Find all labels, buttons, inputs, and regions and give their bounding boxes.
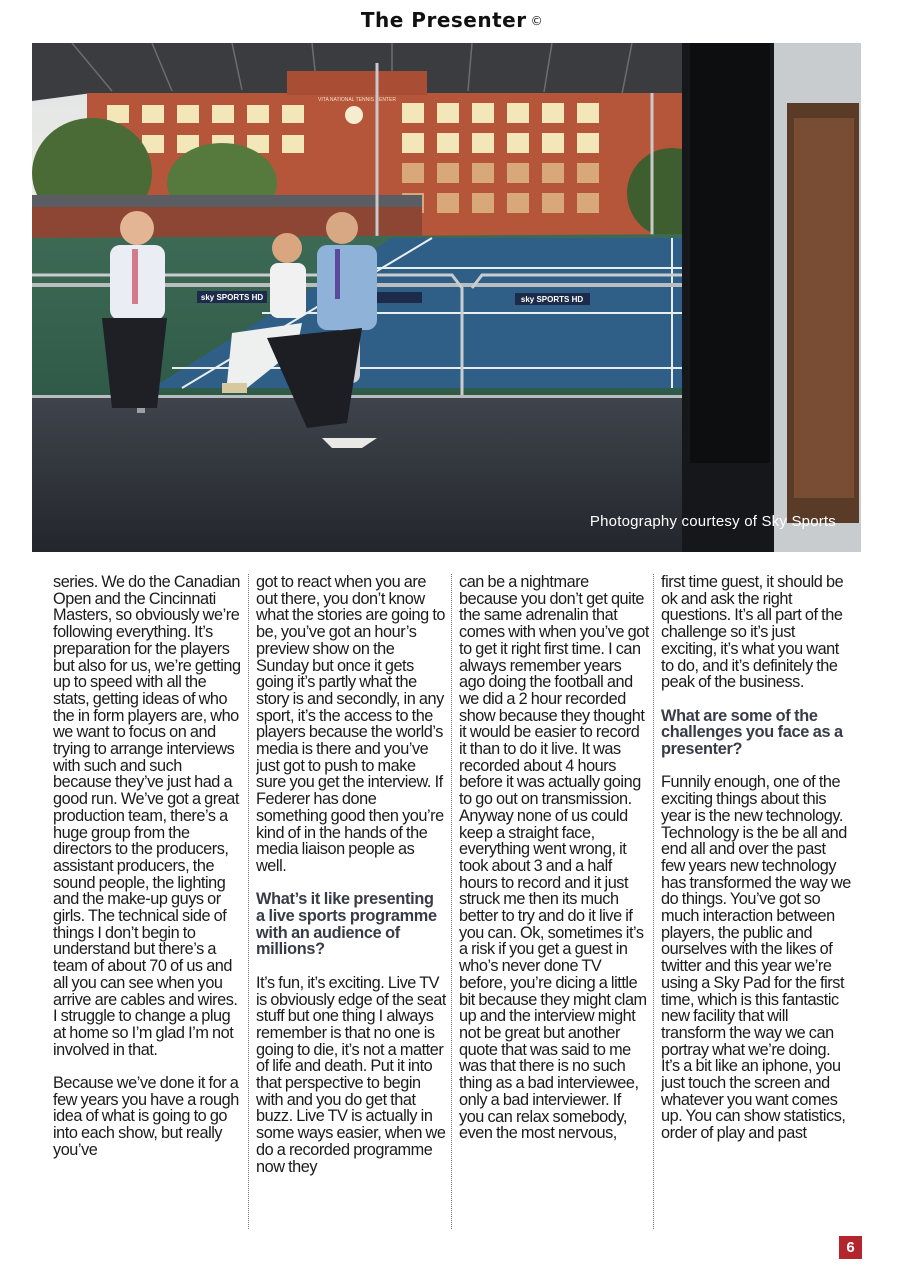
masthead-title: The Presenter	[360, 8, 527, 32]
hero-photo	[32, 43, 861, 552]
paragraph: Funnily enough, one of the exciting things about this year is the new technology. Technology is the be all and end all and over the past few years new technology has transformed the way we do things. You’ve got so much interaction between players, the public and ourselves with the likes of twitter and this year we’re using a Sky Pad for the first time, which is this fantastic new facility that will transform the way we can portray what we’re doing. It’s a bit like an iphone, you just touch the screen and whatever you want comes up. You can show statistics, order of play and past	[661, 773, 851, 1143]
column-divider	[653, 574, 654, 1229]
column-divider	[248, 574, 249, 1229]
photo-caption: Photography courtesy of Sky Sports	[589, 513, 836, 530]
text-column-3	[459, 574, 649, 1229]
masthead	[0, 8, 904, 32]
text-column-4	[661, 574, 851, 1229]
copyright-mark: ©	[530, 14, 544, 28]
paragraph: Because we’ve done it for a few years you have a rough idea of what is going to go into each show, but really you’ve	[53, 1074, 239, 1159]
question-heading: What’s it like presenting a live sports programme with an audience of millions?	[256, 890, 437, 959]
paragraph: series. We do the Canadian Open and the Cincinnati Masters, so obviously we’re following everything. It’s preparation for the players but also for us, we’re getting up to speed with all the stats, getting ideas of who the in form players are, who we want to focus on and trying to arrange interviews with such and such because they’ve just had a good run. We’ve got a great production team, there’s a huge group from the directors to the producers, assistant producers, the sound people, the lighting and the make-up guys or girls. The technical side of things I don’t begin to understand but there’s a team of about 70 of us and all you can see when you arrive are cables and wires. I struggle to change a plug at home so I’m glad I’m not involved in that.	[53, 574, 241, 1059]
question-heading: What are some of the challenges you face as a presenter?	[661, 706, 843, 759]
text-column-2	[256, 574, 446, 1229]
studio-scene-illustration	[32, 43, 861, 552]
paragraph: first time guest, it should be ok and ask the right questions. It’s all part of the challenge so it’s just exciting, it’s what you want to do, and it’s definitely the peak of the business.	[661, 574, 844, 692]
text-column-1	[53, 574, 243, 1229]
banner-left: sky SPORTS HD	[200, 293, 264, 302]
banner-right: sky SPORTS HD	[520, 295, 584, 304]
building-sign: VITA NATIONAL TENNIS CENTER	[318, 97, 396, 103]
column-divider	[451, 574, 452, 1229]
paragraph: got to react when you are out there, you don’t know what the stories are going to be, you’ve got an hour’s preview show on the Sunday but once it gets going it’s partly what the story is and secondly, in any sport, it’s the access to the players because the world’s media is there and you’ve just got to push to make sure you get the interview. If Federer has done something good then you’re kind of in the hands of the media liaison people as well.	[256, 574, 445, 875]
article-body	[53, 574, 853, 1229]
paragraph: can be a nightmare because you don’t get quite the same adrenalin that comes with when you’ve got to get it right first time. I can always remember years ago doing the football and we did a 2 hour recorded show because they thought it would be easier to record it than to do it live. It was recorded about 4 hours before it was actually going to go out on transmission. Anyway none of us could keep a straight face, everything went wrong, it took about 3 and a half hours to record and it just struck me then its much better to try and do it live if you can. Ok, sometimes it’s a risk if you get a guest in who’s never done TV before, you’re dicing a little bit because they might clam up and the interview might not be great but another quote that was said to me was that there is no such thing as a bad interviewee, only a bad interviewer. If you can relax somebody, even the most nervous,	[459, 574, 649, 1143]
page-number-badge: 6	[839, 1236, 862, 1259]
paragraph: It’s fun, it’s exciting. Live TV is obviously edge of the seat stuff but one thing I always remember is that no one is going to die, it’s not a matter of life and death. Put it into that perspective to begin with and you do get that buzz. Live TV is actually in some ways easier, when we do a recorded programme now they	[256, 973, 446, 1176]
